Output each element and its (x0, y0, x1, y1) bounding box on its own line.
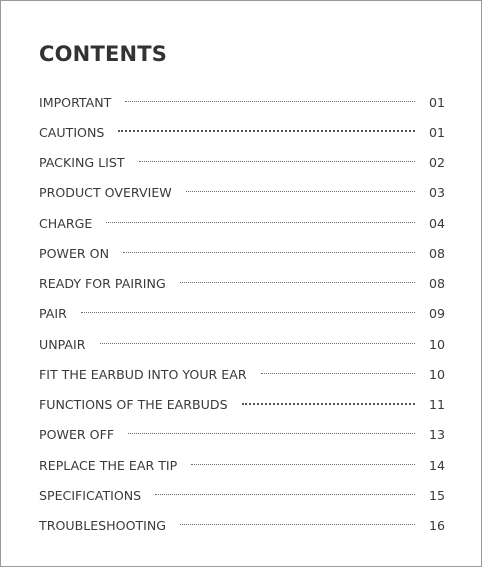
toc-entry-page: 02 (429, 155, 446, 171)
toc-entry-page: 10 (429, 366, 446, 382)
toc-entry-label: FIT THE EARBUD INTO YOUR EAR (39, 366, 247, 382)
toc-entry-label: IMPORTANT (39, 94, 112, 110)
toc-dot-leader (118, 130, 415, 132)
toc-entry-label: TROUBLESHOOTING (39, 518, 167, 534)
toc-entry (39, 238, 445, 268)
toc-entry (39, 450, 445, 480)
toc-dot-leader (191, 464, 415, 465)
toc-dot-leader (106, 222, 415, 223)
toc-dot-leader (180, 524, 415, 525)
toc-dot-leader (186, 191, 415, 192)
contents-title: CONTENTS (39, 42, 168, 66)
toc-entry-label: PRODUCT OVERVIEW (39, 185, 172, 201)
toc-entry-label: READY FOR PAIRING (39, 276, 166, 292)
toc-entry-page: 11 (429, 397, 446, 413)
toc-entry (39, 87, 445, 117)
toc-entry (39, 178, 445, 208)
toc-entry-page: 13 (429, 427, 446, 443)
toc-entry-page: 15 (429, 487, 446, 503)
toc-entry-page: 09 (429, 306, 446, 322)
toc-entry (39, 208, 445, 238)
toc-entry-label: PAIR (39, 306, 67, 322)
toc-dot-leader (81, 312, 415, 313)
toc-entry-page: 04 (429, 215, 446, 231)
toc-dot-leader (125, 101, 415, 102)
toc-entry-label: REPLACE THE EAR TIP (39, 457, 178, 473)
toc-entry-page: 16 (429, 518, 446, 534)
toc-entry (39, 299, 445, 329)
toc-entry (39, 329, 445, 359)
toc-dot-leader (139, 161, 415, 162)
toc-entry (39, 420, 445, 450)
toc-entry-page: 14 (429, 457, 446, 473)
toc-entry-label: FUNCTIONS OF THE EARBUDS (39, 397, 228, 413)
toc-entry-label: PACKING LIST (39, 155, 125, 171)
toc-entry-label: SPECIFICATIONS (39, 487, 142, 503)
toc-entry-label: UNPAIR (39, 336, 86, 352)
toc-entry-label: POWER OFF (39, 427, 115, 443)
table-of-contents (39, 87, 445, 541)
toc-entry-page: 01 (429, 124, 446, 140)
toc-entry (39, 390, 445, 420)
toc-entry (39, 359, 445, 389)
toc-entry-label: CAUTIONS (39, 124, 105, 140)
toc-entry (39, 269, 445, 299)
toc-entry (39, 480, 445, 510)
toc-entry-label: POWER ON (39, 245, 110, 261)
toc-entry (39, 148, 445, 178)
toc-dot-leader (180, 282, 415, 283)
toc-dot-leader (100, 343, 415, 344)
toc-entry-page: 10 (429, 336, 446, 352)
toc-dot-leader (261, 373, 415, 374)
toc-entry-page: 01 (429, 94, 446, 110)
toc-entry (39, 511, 445, 541)
toc-dot-leader (242, 403, 415, 405)
toc-entry-page: 03 (429, 185, 446, 201)
toc-dot-leader (128, 433, 415, 434)
toc-dot-leader (155, 494, 415, 495)
toc-entry-label: CHARGE (39, 215, 93, 231)
toc-entry-page: 08 (429, 245, 446, 261)
toc-entry-page: 08 (429, 276, 446, 292)
toc-entry (39, 117, 445, 147)
toc-dot-leader (123, 252, 415, 253)
